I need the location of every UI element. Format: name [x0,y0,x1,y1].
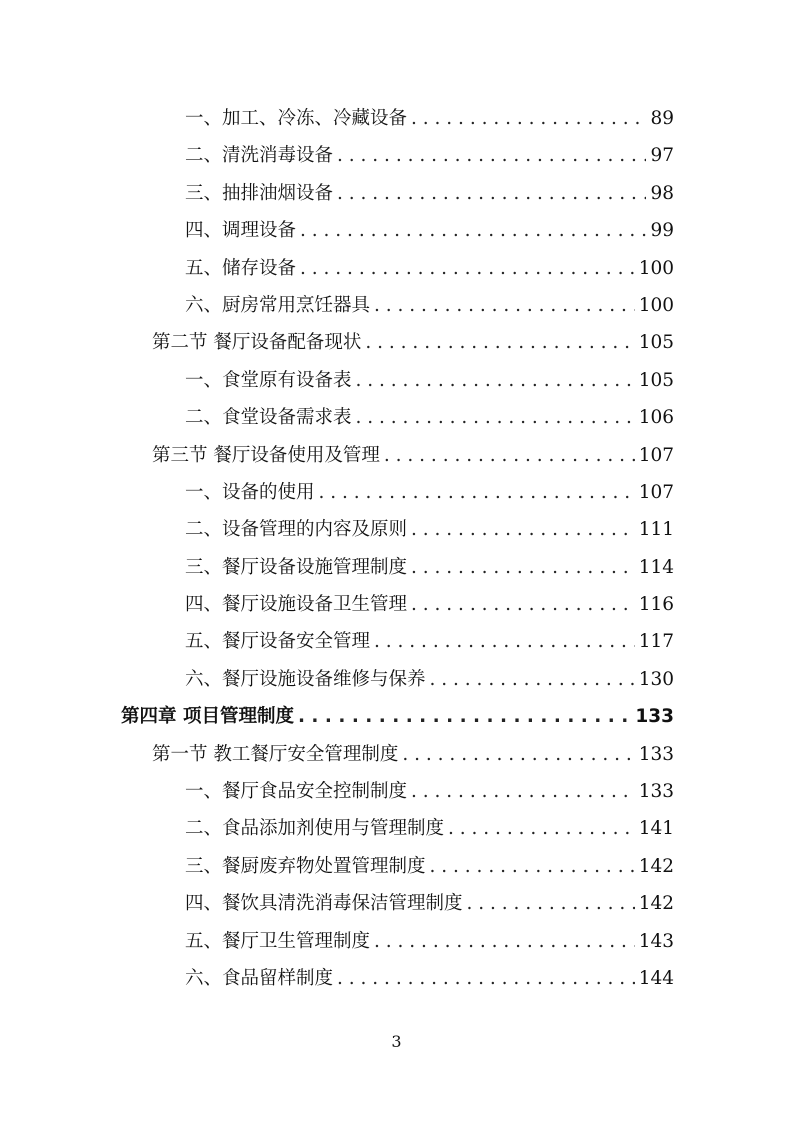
toc-item-entry[interactable] [0,137,674,174]
dot-leader [430,848,635,885]
toc-item-entry[interactable] [0,362,674,399]
dot-leader [467,885,635,922]
toc-entry-page-number: 141 [638,818,674,840]
toc-item-entry[interactable] [0,960,674,997]
toc-entry-page-number: 111 [638,519,674,541]
toc-entry-page-number: 133 [638,781,674,803]
toc-entry-page-number: 133 [635,706,674,728]
dot-leader [374,623,635,660]
toc-item-entry[interactable] [0,212,674,249]
toc-entry-title: 六、食品留样制度 [185,967,334,989]
toc-entry-title: 一、餐厅食品安全控制制度 [185,781,408,803]
dot-leader [374,923,635,960]
toc-item-entry[interactable] [0,250,674,287]
dot-leader [337,137,646,174]
dot-leader [356,362,635,399]
toc-chapter-entry[interactable] [0,698,674,735]
toc-entry-title: 三、抽排油烟设备 [185,182,334,204]
dot-leader [337,960,635,997]
toc-entry-page-number: 97 [650,145,674,167]
dot-leader [319,474,635,511]
toc-item-entry[interactable] [0,848,674,885]
dot-leader [365,324,634,361]
toc-section-entry[interactable] [0,437,674,474]
toc-item-entry[interactable] [0,287,674,324]
toc-entry-title: 一、设备的使用 [185,481,315,503]
toc-item-entry[interactable] [0,586,674,623]
toc-entry-title: 二、食堂设备需求表 [185,407,352,429]
dot-leader [411,511,635,548]
dot-leader [300,212,646,249]
toc-entry-title: 一、食堂原有设备表 [185,369,352,391]
toc-entry-title: 五、餐厅设备安全管理 [185,631,371,653]
dot-leader [300,250,635,287]
toc-entry-page-number: 107 [638,444,674,466]
toc-entry-title: 二、清洗消毒设备 [185,145,334,167]
toc-item-entry[interactable] [0,549,674,586]
toc-entry-title: 三、餐厅设备设施管理制度 [185,556,408,578]
toc-entry-page-number: 133 [638,743,674,765]
toc-entry-title: 二、设备管理的内容及原则 [185,519,408,541]
toc-entry-page-number: 144 [638,967,674,989]
toc-entry-page-number: 117 [638,631,674,653]
toc-entry-page-number: 142 [638,855,674,877]
dot-leader [356,399,635,436]
toc-section-entry[interactable] [0,736,674,773]
dot-leader [411,100,646,137]
toc-entry-page-number: 114 [638,556,674,578]
toc-entry-page-number: 105 [638,369,674,391]
toc-entry-title: 四、餐厅设施设备卫生管理 [185,594,408,616]
toc-entry-title: 第三节 餐厅设备使用及管理 [152,444,380,466]
toc-entry-title: 三、餐厨废弃物处置管理制度 [185,855,426,877]
toc-entry-page-number: 116 [638,594,674,616]
toc-entry-page-number: 98 [650,182,674,204]
dot-leader [411,549,635,586]
toc-entry-page-number: 142 [638,893,674,915]
toc-entry-page-number: 130 [638,668,674,690]
toc-item-entry[interactable] [0,623,674,660]
dot-leader [384,437,635,474]
toc-entry-title: 一、加工、冷冻、冷藏设备 [185,108,408,129]
toc-entry-title: 六、餐厅设施设备维修与保养 [185,668,426,690]
toc-entry-page-number: 99 [650,220,674,242]
toc-item-entry[interactable] [0,661,674,698]
dot-leader [411,586,635,623]
toc-item-entry[interactable] [0,923,674,960]
toc-entry-title: 第二节 餐厅设备配备现状 [152,332,362,354]
dot-leader [374,287,635,324]
toc-entry-title: 四、调理设备 [185,220,297,242]
toc-item-entry[interactable] [0,511,674,548]
toc-entry-title: 五、餐厅卫生管理制度 [185,930,371,952]
toc-entry-page-number: 89 [650,108,674,129]
dot-leader [402,736,634,773]
toc-entry-page-number: 143 [638,930,674,952]
toc-item-entry[interactable] [0,474,674,511]
page-number: 3 [391,1032,402,1051]
toc-entry-page-number: 106 [638,407,674,429]
toc-entry-title: 四、餐饮具清洗消毒保洁管理制度 [185,893,463,915]
toc-entry-title: 二、食品添加剂使用与管理制度 [185,818,445,840]
toc-entry-page-number: 105 [638,332,674,354]
table-of-contents [0,100,674,997]
toc-item-entry[interactable] [0,100,674,137]
toc-item-entry[interactable] [0,773,674,810]
dot-leader [298,698,631,735]
toc-entry-title: 五、储存设备 [185,257,297,279]
toc-entry-page-number: 107 [638,481,674,503]
dot-leader [411,773,635,810]
toc-section-entry[interactable] [0,324,674,361]
toc-item-entry[interactable] [0,399,674,436]
dot-leader [430,661,635,698]
toc-entry-title: 第一节 教工餐厅安全管理制度 [152,743,399,765]
toc-entry-title: 第四章 项目管理制度 [121,706,294,728]
toc-entry-page-number: 100 [638,294,674,316]
toc-item-entry[interactable] [0,810,674,847]
dot-leader [337,175,646,212]
dot-leader [448,810,635,847]
toc-item-entry[interactable] [0,885,674,922]
toc-entry-page-number: 100 [638,257,674,279]
toc-entry-title: 六、厨房常用烹饪器具 [185,294,371,316]
toc-item-entry[interactable] [0,175,674,212]
